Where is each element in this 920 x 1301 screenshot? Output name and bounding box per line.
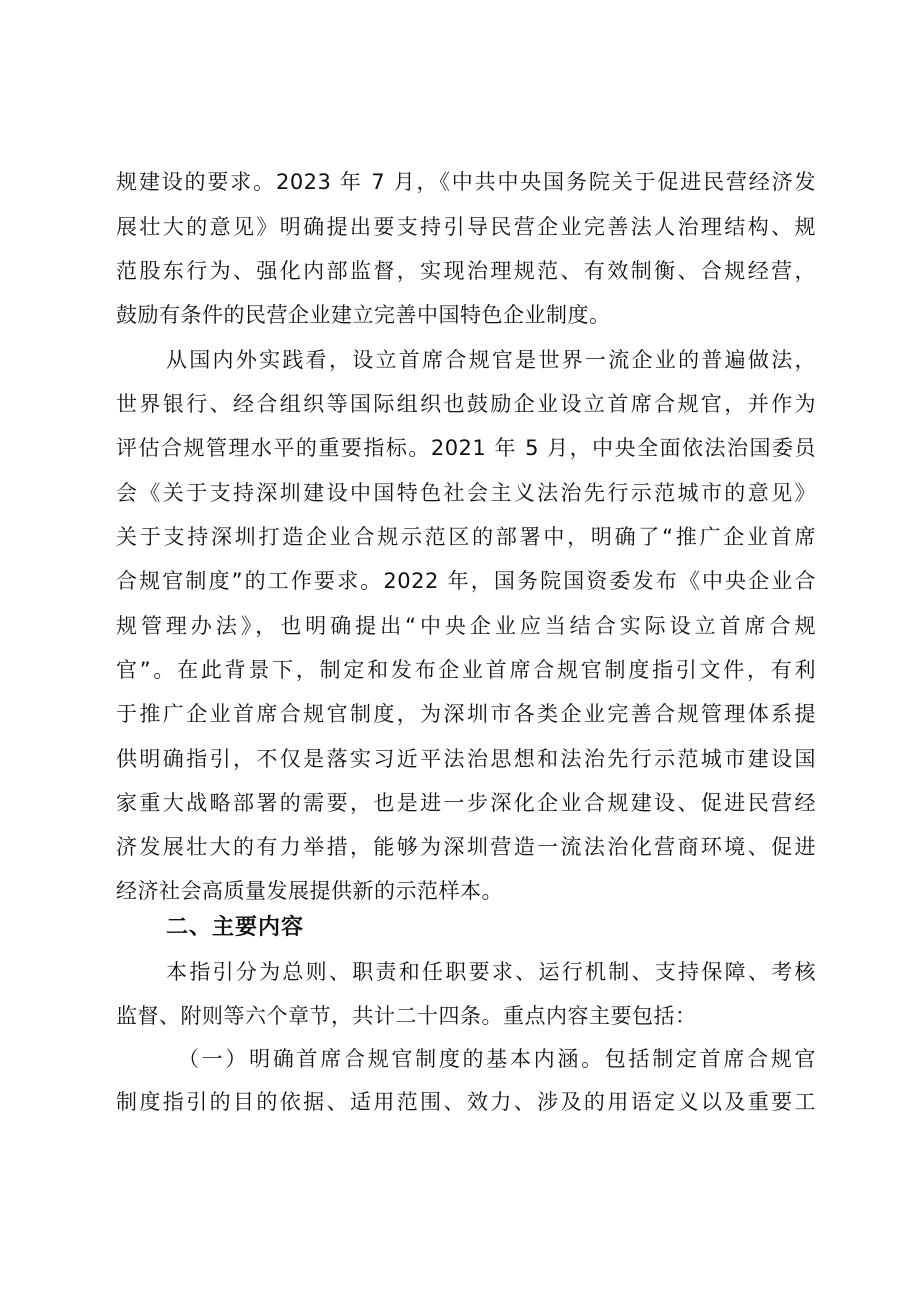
paragraph-2-line-3: 评估合规管理水平的重要指标。2021 年 5 月，中央全面依法治国委员: [116, 436, 816, 460]
paragraph-2-line-4: 会《关于支持深圳建设中国特色社会主义法治先行示范城市的意见》: [116, 481, 816, 505]
paragraph-2-line-8: 官”。在此背景下，制定和发布企业首席合规官制度指引文件，有利: [116, 658, 816, 682]
paragraph-2-line-1: 从国内外实践看，设立首席合规官是世界一流企业的普遍做法，: [166, 348, 816, 372]
paragraph-1-line-3: 范股东行为、强化内部监督，实现治理规范、有效制衡、合规经营，: [116, 259, 816, 283]
section-heading: 二、主要内容: [166, 915, 305, 940]
paragraph-2-line-10: 供明确指引，不仅是落实习近平法治思想和法治先行示范城市建设国: [116, 747, 816, 771]
paragraph-2-line-13: 经济社会高质量发展提供新的示范样本。: [116, 879, 503, 903]
paragraph-2-line-2: 世界银行、经合组织等国际组织也鼓励企业设立首席合规官，并作为: [116, 392, 816, 416]
paragraph-2-line-5: 关于支持深圳打造企业合规示范区的部署中，明确了“推广企业首席: [116, 525, 816, 549]
paragraph-3-line-2: 监督、附则等六个章节，共计二十四条。重点内容主要包括：: [116, 1004, 697, 1028]
paragraph-2-line-12: 济发展壮大的有力举措，能够为深圳营造一流法治化营商环境、促进: [116, 835, 816, 859]
paragraph-1-line-2: 展壮大的意见》明确提出要支持引导民营企业完善法人治理结构、规: [116, 215, 816, 239]
paragraph-1-line-4: 鼓励有条件的民营企业建立完善中国特色企业制度。: [116, 303, 611, 327]
paragraph-4-line-2: 制度指引的目的依据、适用范围、效力、涉及的用语定义以及重要工: [116, 1090, 816, 1114]
paragraph-4-line-1: （一）明确首席合规官制度的基本内涵。包括制定首席合规官: [178, 1047, 816, 1071]
paragraph-2-line-7: 规管理办法》，也明确提出“中央企业应当结合实际设立首席合规: [116, 614, 816, 638]
paragraph-3-line-1: 本指引分为总则、职责和任职要求、运行机制、支持保障、考核: [166, 960, 816, 984]
paragraph-2-line-9: 于推广企业首席合规官制度，为深圳市各类企业完善合规管理体系提: [116, 702, 816, 726]
paragraph-2-line-11: 家重大战略部署的需要，也是进一步深化企业合规建设、促进民营经: [116, 791, 816, 815]
paragraph-2-line-6: 合规官制度”的工作要求。2022 年，国务院国资委发布《中央企业合: [116, 569, 816, 593]
paragraph-1-line-1: 规建设的要求。2023 年 7 月，《中共中央国务院关于促进民营经济发: [116, 170, 816, 194]
